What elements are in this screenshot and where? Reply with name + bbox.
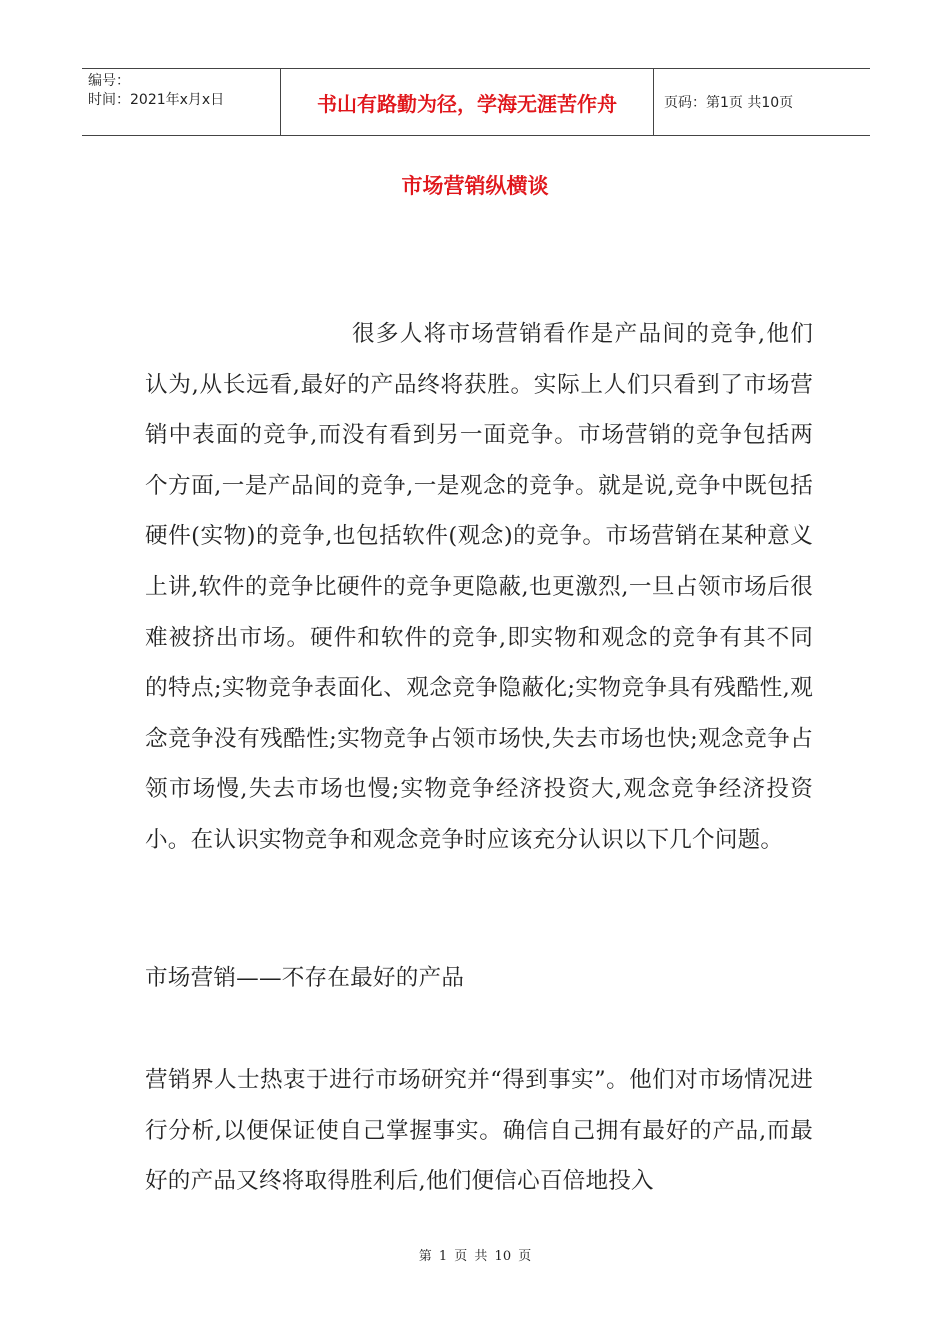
time-label: 时间：2021年x月x日 — [88, 92, 225, 108]
document-title: 市场营销纵横谈 — [401, 174, 549, 198]
header-meta — [82, 69, 281, 135]
body-paragraph-2: 营销界人士热衷于进行市场研究并“得到事实”。他们对市场情况进行分析,以便保证使自己掌握事实。确信自己拥有最好的产品,而最好的产品又终将取得胜利后,他们便信心百倍地投入 — [145, 1067, 813, 1195]
page-footer: 第 1 页 共 10 页 — [418, 1249, 532, 1264]
number-label: 编号： — [88, 73, 130, 89]
page-header — [82, 68, 870, 136]
header-motto: 书山有路勤为径，学海无涯苦作舟 — [317, 91, 617, 116]
header-motto-cell — [281, 69, 654, 135]
section-heading: 市场营销——不存在最好的产品 — [145, 965, 465, 991]
body-paragraph-1: 很多人将市场营销看作是产品间的竞争,他们认为,从长远看,最好的产品终将获胜。实际上人们只看到了市场营销中表面的竞争,而没有看到另一面竞争。市场营销的竞争包括两个方面,一是产品间的竞争,一是观念的竞争。就是说,竞争中既包括硬件(实物)的竞争,也包括软件(观念)的竞争。市场营销在某种意义上讲,软件的竞争比硬件的竞争更隐蔽,也更激烈,一旦占领市场后很难被挤出市场。硬件和软件的竞争,即实物和观念的竞争有其不同的特点;实物竞争表面化、观念竞争隐蔽化;实物竞争具有残酷性,观念竞争没有残酷性;实物竞争占领市场快,失去市场也快;观念竞争占领市场慢,失去市场也慢;实物竞争经济投资大,观念竞争经济投资小。在认识实物竞争和观念竞争时应该充分认识以下几个问题。 — [145, 321, 813, 853]
header-page-info: 页码：第1页 共10页 — [664, 95, 794, 111]
